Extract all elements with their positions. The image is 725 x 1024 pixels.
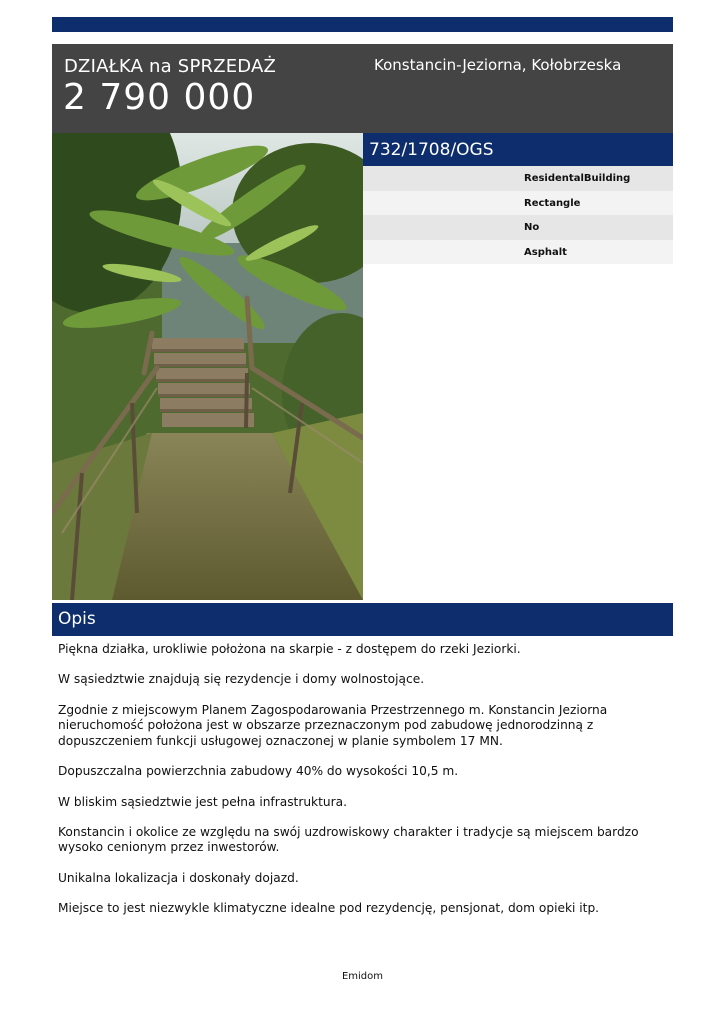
- listing-header: [52, 44, 673, 133]
- params-table: [363, 166, 673, 264]
- description-paragraph: Piękna działka, urokliwie położona na skarpie - z dostępem do rzeki Jeziorki.: [58, 642, 521, 656]
- param-row: ResidentalBuilding: [363, 166, 673, 191]
- description-paragraph: Miejsce to jest niezwykle klimatyczne idealne pod rezydencję, pensjonat, dom opieki itp.: [58, 901, 600, 916]
- footer-agency: Emidom: [341, 971, 384, 982]
- property-photo[interactable]: [52, 133, 363, 600]
- description-paragraph: Zgodnie z miejscowym Planem Zagospodarowania Przestrzennego m. Konstancin Jeziorna nieruchomość położona jest w obszarze przeznaczonym pod zabudowę jednorodzinną z dopuszczeniem funkcji usługowej oznaczonej w planie symbolem 17 MN.: [58, 702, 608, 748]
- listing-reference: 732/1708/OGS: [363, 133, 673, 166]
- top-accent-bar: [52, 17, 673, 32]
- description-paragraph: W bliskim sąsiedztwie jest pełna infrastruktura.: [58, 794, 347, 809]
- listing-type: DZIAŁKA na SPRZEDAŻ: [64, 56, 277, 77]
- description-paragraph: Unikalna lokalizacja i doskonały dojazd.: [58, 870, 299, 885]
- description-paragraph: Konstancin i okolice ze względu na swój uzdrowiskowy charakter i tradycje są miejscem bardzo wysoko cenionym przez inwestorów.: [58, 825, 639, 855]
- listing-price: 2 790 000: [63, 77, 256, 118]
- description-paragraph: W sąsiedztwie znajdują się rezydencje i domy wolnostojące.: [58, 672, 425, 687]
- listing-location: Konstancin-Jeziorna, Kołobrzeska: [374, 56, 622, 74]
- photo-stairs-to-river-icon: [52, 133, 363, 600]
- description-paragraph: Dopuszczalna powierzchnia zabudowy 40% do wysokości 10,5 m.: [58, 764, 459, 779]
- param-row: Rectangle: [363, 191, 673, 216]
- description-heading: Opis: [52, 603, 673, 636]
- param-row: No: [363, 215, 673, 240]
- description-body: [58, 642, 668, 932]
- param-row: Asphalt: [363, 240, 673, 265]
